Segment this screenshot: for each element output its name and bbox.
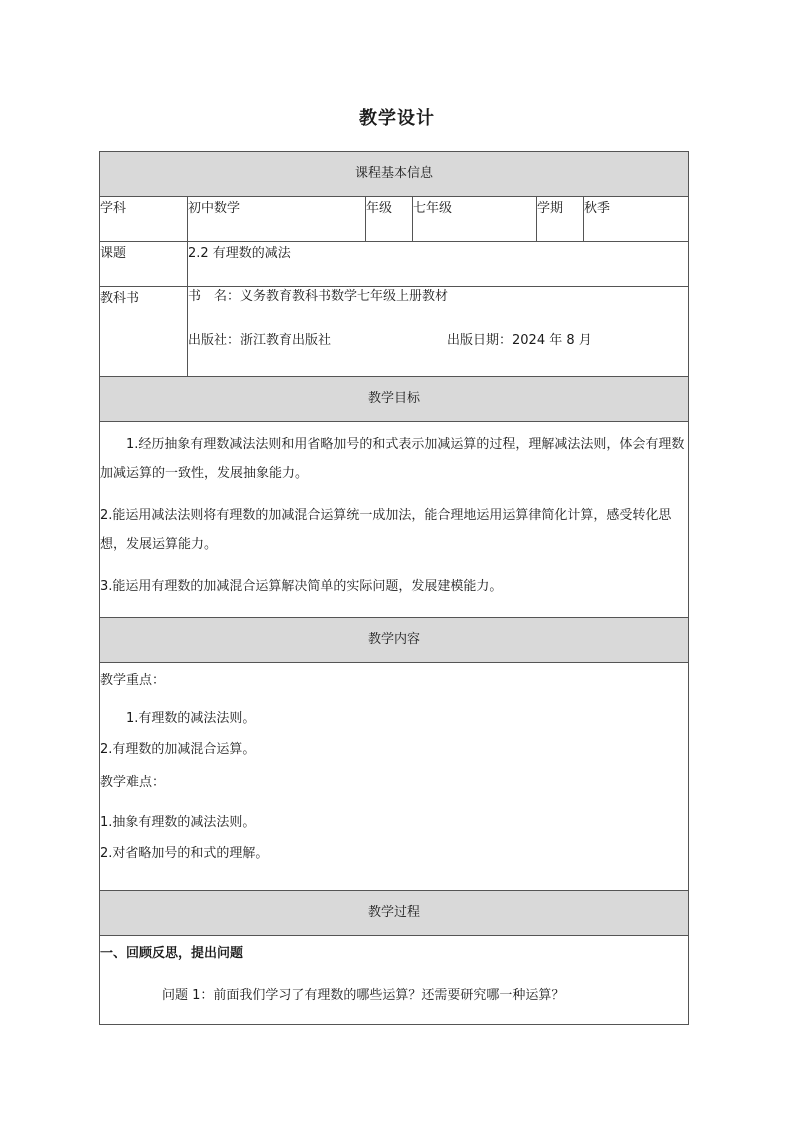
term-label-text: 学期 [537, 201, 564, 216]
subject-value [188, 197, 366, 242]
process-step-1-title: 一、回顾反思，提出问题 [100, 946, 244, 961]
key-point-1: 1.有理数的减法法则。 [126, 711, 256, 726]
subject-label [100, 197, 188, 242]
difficult-points-label: 教学难点： [100, 775, 166, 790]
objective-3: 3.能运用有理数的加减混合运算解决简单的实际问题，发展建模能力。 [100, 579, 503, 594]
grade-label-text: 年级 [366, 201, 393, 216]
objectives-body [100, 422, 689, 618]
publisher-line [188, 331, 688, 351]
subject-value-text: 初中数学 [188, 201, 241, 216]
publish-date: 出版日期：2024 年 8 月 [447, 333, 592, 348]
topic-label [100, 242, 188, 287]
publisher: 出版社：浙江教育出版社 [188, 333, 332, 348]
term-value-text: 秋季 [584, 201, 611, 216]
page-title: 教学设计 [359, 108, 435, 129]
textbook-label-text: 教科书 [100, 291, 140, 306]
difficult-point-2: 2.对省略加号的和式的理解。 [100, 846, 269, 861]
question-1: 问题 1：前面我们学习了有理数的哪些运算？还需要研究哪一种运算？ [162, 988, 565, 1003]
objective-2: 2.能运用减法法则将有理数的加减混合运算统一成加法，能合理地运用运算律简化计算，感受转化思想，发展运算能力。 [100, 508, 672, 552]
textbook-info [188, 287, 689, 377]
topic-value-text: 2.2 有理数的减法 [188, 246, 291, 261]
textbook-label [100, 287, 188, 377]
key-points-label: 教学重点： [100, 673, 166, 688]
section-title: 教学过程 [368, 905, 421, 920]
process-body [100, 936, 689, 1025]
topic-value [188, 242, 689, 287]
difficult-point-1: 1.抽象有理数的减法法则。 [100, 815, 256, 830]
grade-label [366, 197, 413, 242]
book-name: 书 名：义务教育教科书数学七年级上册教材 [188, 289, 449, 304]
topic-label-text: 课题 [100, 246, 127, 261]
term-value [584, 197, 689, 242]
term-label [537, 197, 584, 242]
section-header-content [100, 618, 689, 663]
objective-1: 1.经历抽象有理数减法法则和用省略加号的和式表示加减运算的过程，理解减法法则，体会有理数加减运算的一致性，发展抽象能力。 [100, 437, 685, 481]
content-body [100, 663, 689, 891]
grade-value-text: 七年级 [413, 201, 453, 216]
lesson-plan-table [99, 151, 689, 1025]
section-title: 教学内容 [368, 632, 421, 647]
grade-value [413, 197, 537, 242]
section-title: 课程基本信息 [355, 166, 434, 181]
section-title: 教学目标 [368, 391, 421, 406]
section-header-basic-info [100, 152, 689, 197]
section-header-process [100, 891, 689, 936]
key-point-2: 2.有理数的加减混合运算。 [100, 742, 256, 757]
section-header-objectives [100, 377, 689, 422]
subject-label-text: 学科 [100, 201, 127, 216]
